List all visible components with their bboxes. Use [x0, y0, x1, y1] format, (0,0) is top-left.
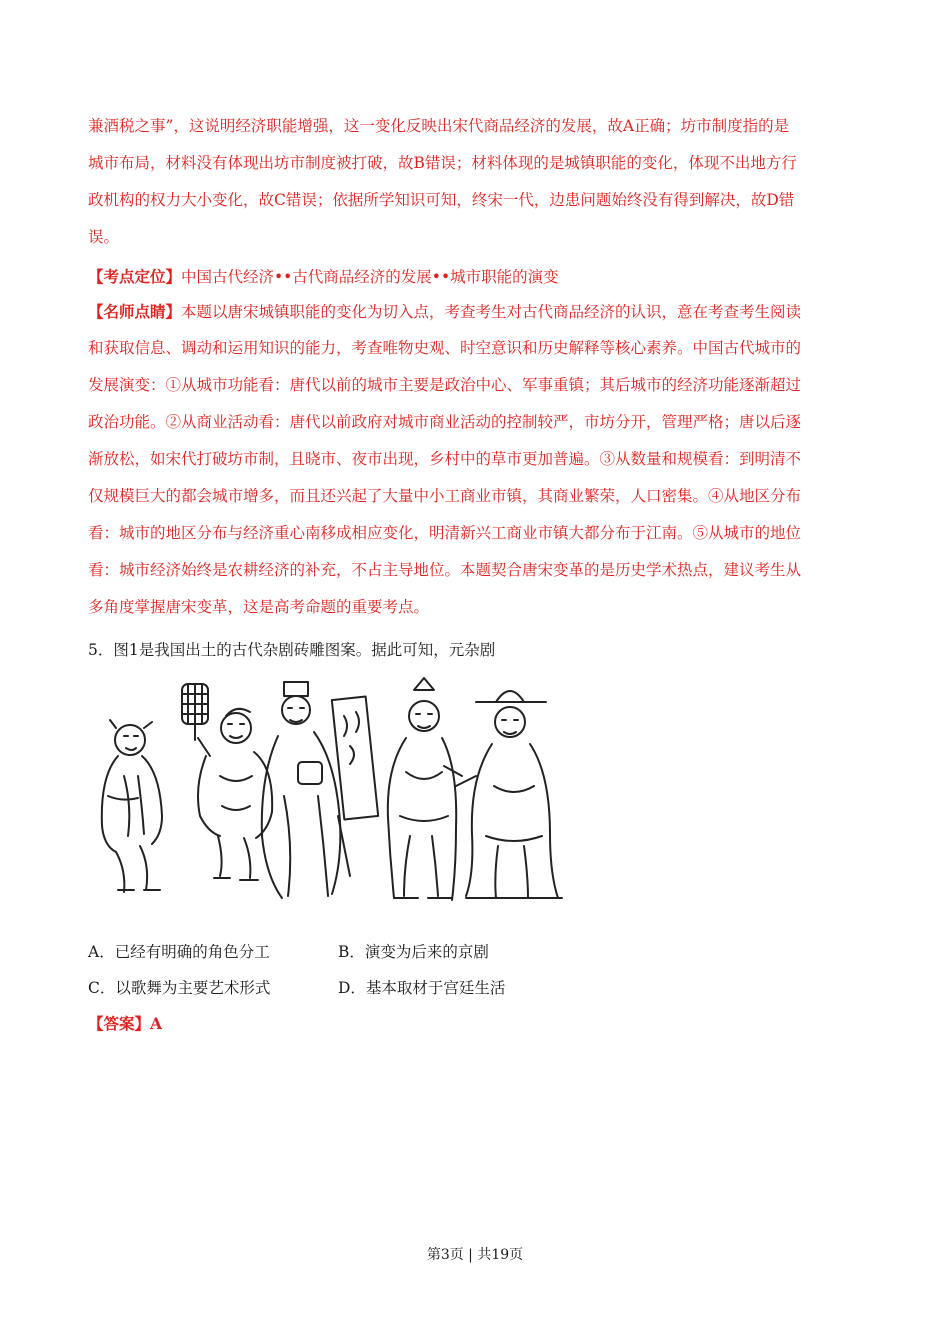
kaodian-text: 中国古代经济••古代商品经济的发展••城市职能的演变	[181, 268, 559, 286]
mingshi-line: 看：城市经济始终是农耕经济的补充，不占主导地位。本题契合唐宋变革的是历史学术热点，建议考生从	[88, 561, 802, 579]
explanation-paragraph	[88, 108, 868, 256]
explanation-line: 兼酒税之事”，这说明经济职能增强，这一变化反映出宋代商品经济的发展，故A正确；坊市制度指的是	[88, 117, 790, 135]
mingshi-line: 多角度掌握唐宋变革，这是高考命题的重要考点。	[88, 598, 430, 616]
mingshi-line: 政治功能。②从商业活动看：唐代以前政府对城市商业活动的控制较严，市坊分开，管理严格；唐以后逐	[88, 413, 802, 431]
mingshi-section	[88, 293, 868, 626]
answer-section	[88, 1012, 162, 1034]
explanation-line: 城市布局，材料没有体现出坊市制度被打破，故B错误；材料体现的是城镇职能的变化，体现不出地方行	[88, 154, 797, 172]
option-c: C．以歌舞为主要艺术形式	[88, 979, 271, 997]
mingshi-text: 本题以唐宋城镇职能的变化为切入点，考查考生对古代商品经济的认识，意在考查考生阅读	[181, 303, 802, 321]
mingshi-line: 和获取信息、调动和运用知识的能力，考查唯物史观、时空意识和历史解释等核心素养。中国古代城市的	[88, 339, 802, 357]
mingshi-line: 渐放松，如宋代打破坊市制，且晓市、夜市出现，乡村中的草市更加普遍。③从数量和规模看：到明清不	[88, 450, 802, 468]
mingshi-label: 【名师点睛】	[88, 302, 182, 321]
question-text: 5．图1是我国出土的古代杂剧砖雕图案。据此可知，元杂剧	[88, 641, 496, 659]
page-footer: 第3页 | 共19页	[426, 1247, 524, 1263]
answer-value: A	[150, 1014, 163, 1033]
option-a: A．已经有明确的角色分工	[88, 943, 270, 961]
performer-figure-3	[262, 682, 378, 898]
performer-figure-4	[388, 678, 462, 900]
performer-figure-2	[182, 684, 272, 880]
kaodian-section	[88, 263, 868, 291]
option-b: B．演变为后来的京剧	[338, 943, 489, 961]
explanation-line: 政机构的权力大小变化，故C错误；依据所学知识可知，终宋一代，边患问题始终没有得到解决，故D错	[88, 191, 795, 209]
kaodian-label: 【考点定位】	[88, 267, 182, 286]
mingshi-first-line	[88, 293, 868, 330]
option-d: D．基本取材于宫廷生活	[338, 979, 506, 997]
answer-label: 【答案】	[88, 1014, 151, 1033]
performer-figure-1	[102, 720, 162, 892]
mingshi-line: 仅规模巨大的都会城市增多，而且还兴起了大量中小工商业市镇，其商业繁荣，人口密集。④从地区分布	[88, 487, 802, 505]
explanation-line: 误。	[88, 228, 120, 246]
zaju-brick-carving-figure	[88, 676, 564, 904]
mingshi-line: 发展演变：①从城市功能看：唐代以前的城市主要是政治中心、军事重镇；其后城市的经济功能逐渐超过	[88, 376, 802, 394]
mingshi-line: 看：城市的地区分布与经济重心南移成相应变化，明清新兴工商业市镇大都分布于江南。⑤从城市的地位	[88, 524, 802, 542]
performer-figure-5	[456, 691, 562, 898]
